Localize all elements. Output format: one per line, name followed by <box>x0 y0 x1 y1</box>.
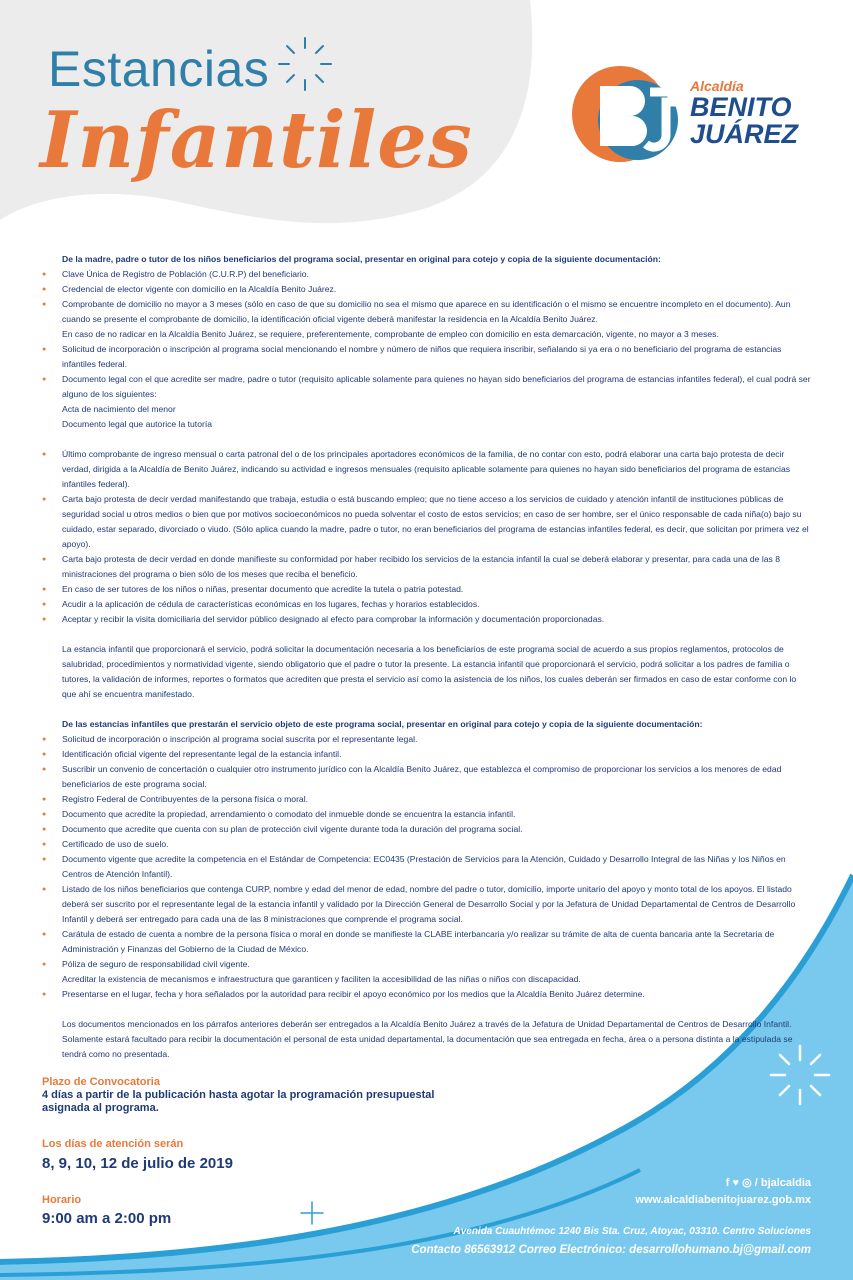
logo-alcaldia-label: Alcaldía <box>690 78 744 94</box>
list-item: ● Suscribir un convenio de concertación o cualquier otro instrumento jurídico con la Alcaldía Benito Juárez, que establezca el compromiso de proporcionar los servicios a los menores de edad beneficiarios de este programa social. <box>42 762 812 792</box>
section2-heading: De las estancias infantiles que prestarán el servicio objeto de este programa social, presentar en original para cotejo y copia de la siguiente documentación: <box>62 719 703 729</box>
section1-list <box>42 267 812 432</box>
logo-juarez: JUÁREZ <box>690 119 799 149</box>
list-item: ● Último comprobante de ingreso mensual o carta patronal del o de los principales aportadores económicos de la familia, de no contar con esto, podrá elaborar una carta bajo protesta de decir verdad, dirigida a la Alcaldía de Benito Juárez, indicando su actividad e ingresos mensuales (requisito aplicable solamente para quienes no hayan sido beneficiarios del programa de estancias infantiles federal). <box>42 447 812 492</box>
list-item-note: Acreditar la existencia de mecanismos e infraestructura que garanticen y faciliten la accesibilidad de las niñas o niños con discapacidad. <box>62 974 581 984</box>
list-item <box>42 372 812 432</box>
horario-label: Horario <box>42 1194 82 1206</box>
list-item: ● Certificado de uso de suelo. <box>42 837 812 852</box>
list-item: ● Carta bajo protesta de decir verdad manifestando que trabaja, estudia o está buscando empleo; que no tiene acceso a los servicios de cuidado y atención infantil de instituciones públicas de seguridad social u otros medios o bien que por motivos socioeconómicos no pueda solventar el costo de estos servicios; en caso de ser hombre, ser el único responsable de cada niña(o) bajo su cuidado, estar separado, divorciado o viudo. (Sólo aplica cuando la madre, padre o tutor, no eran beneficiarios del programa de estancias infantiles federal, es decir, que solicitan por primera vez el apoyo). <box>42 492 812 552</box>
title-infantiles: Infantiles <box>40 95 473 186</box>
logo-benito: BENITO <box>690 92 792 122</box>
document-body <box>42 252 812 1062</box>
logo-benito-juarez <box>690 94 798 148</box>
list-item: ● Listado de los niños beneficiarios que contenga CURP, nombre y edad del menor de edad, nombre del padre o tutor, domicilio, importe unitario del apoyo y monto total de los apoyos. El listado deberá ser suscrito por el representante legal de la estancia infantil y validado por la Dirección General de Desarrollo Social y por la Jefatura de Unidad Departamental de Centros de Desarrollo Infantil y deberá ser entregado para cada una de las 8 ministraciones que comprende el programa social. <box>42 882 812 927</box>
list-item: ● Solicitud de incorporación o inscripción al programa social suscrita por el representante legal. <box>42 732 812 747</box>
list-item: ● Solicitud de incorporación o inscripción al programa social mencionando el nombre y número de niños que requiera inscribir, señalando si ya era o no beneficiario del programa de estancias infantiles federal. <box>42 342 812 372</box>
list-item-sub: Acta de nacimiento del menor <box>62 404 176 414</box>
list-item-note: En caso de no radicar en la Alcaldía Benito Juárez, se requiere, preferentemente, comprobante de empleo con domicilio en esta demarcación, vigente, no mayor a 3 meses. <box>62 329 719 339</box>
section1-paragraph: La estancia infantil que proporcionará el servicio, podrá solicitar la documentación necesaria a los beneficiarios de este programa social de acuerdo a sus propios reglamentos, protocolos de salubridad, procedimientos y normatividad vigente, siendo obligatorio que el padre o tutor la presente. La estancia infantil que proporcionará el servicio, podrá solicitar a los padres de familia o tutores, la validación de informes, reportes o formatos que acrediten que presta el servicio así como la asistencia de los niños, los cuales deberán ser firmados en caso de estar conforme con lo que ahí se encuentra manifestado. <box>62 644 797 699</box>
list-item: ● Registro Federal de Contribuyentes de la persona física o moral. <box>42 792 812 807</box>
list-item-text: Documento legal con el que acredite ser madre, padre o tutor (requisito aplicable solamente para quienes no hayan sido beneficiarios del programa de estancias infantiles federal), el cual podrá ser alguno de los siguientes: <box>62 374 811 399</box>
list-item: ● Presentarse en el lugar, fecha y hora señalados por la autoridad para recibir el apoyo económico por los medios que la Alcaldía Benito Juárez determine. <box>42 987 812 1002</box>
list-item: ● Carta bajo protesta de decir verdad en donde manifieste su conformidad por haber recibido los servicios de la estancia infantil la cual se deberá elaborar y presentar, para cada una de las 8 ministraciones del programa o bien sólo de los meses que reciba el beneficio. <box>42 552 812 582</box>
list-item: ● Credencial de elector vigente con domicilio en la Alcaldía Benito Juárez. <box>42 282 812 297</box>
address: Avenida Cuauhtémoc 1240 Bis Sta. Cruz, Atoyac, 03310. Centro Soluciones <box>453 1226 811 1237</box>
title-estancias: Estancias <box>48 41 270 97</box>
plazo-label: Plazo de Convocatoria <box>42 1076 160 1088</box>
plazo-block <box>42 1076 434 1115</box>
section1-heading: De la madre, padre o tutor de los niños beneficiarios del programa social, presentar en original para cotejo y copia de la siguiente documentación: <box>62 254 661 264</box>
list-item: ● Documento que acredite que cuenta con su plan de protección civil vigente durante toda la duración del programa social. <box>42 822 812 837</box>
list-item: ● Carátula de estado de cuenta a nombre de la persona física o moral en donde se manifieste la CLABE interbancaria y/o realizar su trámite de alta de cuenta bancaria ante la Secretaria de Administración y Finanzas del Gobierno de la Ciudad de México. <box>42 927 812 957</box>
list-item: ● Clave Única de Registro de Población (C.U.R.P) del beneficiario. <box>42 267 812 282</box>
list-item: ● Aceptar y recibir la visita domiciliaria del servidor público designado al efecto para comprobar la información y documentación proporcionadas. <box>42 612 812 627</box>
section2-list <box>42 732 812 1002</box>
horario-value: 9:00 am a 2:00 pm <box>42 1210 172 1227</box>
social-handle[interactable]: f ♥ ◎ / bjalcaldia <box>725 1177 811 1189</box>
list-item: ● Identificación oficial vigente del representante legal de la estancia infantil. <box>42 747 812 762</box>
list-item <box>42 297 812 342</box>
list-item: ● Documento que acredite la propiedad, arrendamiento o comodato del inmueble donde se encuentra la estancia infantil. <box>42 807 812 822</box>
website-link[interactable]: www.alcaldiabenitojuarez.gob.mx <box>635 1194 811 1206</box>
list-item-text: Póliza de seguro de responsabilidad civil vigente. <box>62 959 250 969</box>
contact-info[interactable]: Contacto 86563912 Correo Electrónico: desarrollohumano.bj@gmail.com <box>411 1244 811 1256</box>
list-item <box>42 957 812 987</box>
plazo-value-1: 4 días a partir de la publicación hasta agotar la programación presupuestal <box>42 1089 435 1101</box>
list-item: ● Documento vigente que acredite la competencia en el Estándar de Competencia: EC0435 (Prestación de Servicios para la Atención, Cuidado y Desarrollo Integral de las Niñas y los Niños en Centros de Atención Infantil). <box>42 852 812 882</box>
section1-list-b <box>42 447 812 627</box>
plazo-value-2: asignada al programa. <box>42 1102 159 1114</box>
dias-value: 8, 9, 10, 12 de julio de 2019 <box>42 1155 233 1172</box>
list-item: ● Acudir a la aplicación de cédula de características económicas en los lugares, fechas y horarios establecidos. <box>42 597 812 612</box>
dias-label: Los días de atención serán <box>42 1138 184 1150</box>
list-item-text: Comprobante de domicilio no mayor a 3 meses (sólo en caso de que su domicilio no sea el mismo que aparece en su identificación o el mismo se encuentre incompleto en el documento). Aun cuando se presente el comprobante de domicilio, la identificación oficial vigente deberá manifestar la residencia en la Alcaldía Benito Juárez. <box>62 299 791 324</box>
section2-paragraph: Los documentos mencionados en los párrafos anteriores deberán ser entregados a la Alcaldía Benito Juárez a través de la Jefatura de Unidad Departamental de Centros de Desarrollo Infantil. Solamente estará facultado para recibir la documentación el personal de esta unidad departamental, la documentación que sea entregada en fecha, área o a persona distinta a la estipulada se tendrá como no presentada. <box>62 1019 793 1059</box>
list-item-sub: Documento legal que autorice la tutoría <box>62 419 213 429</box>
list-item: ● En caso de ser tutores de los niños o niñas, presentar documento que acredite la tutela o patria potestad. <box>42 582 812 597</box>
